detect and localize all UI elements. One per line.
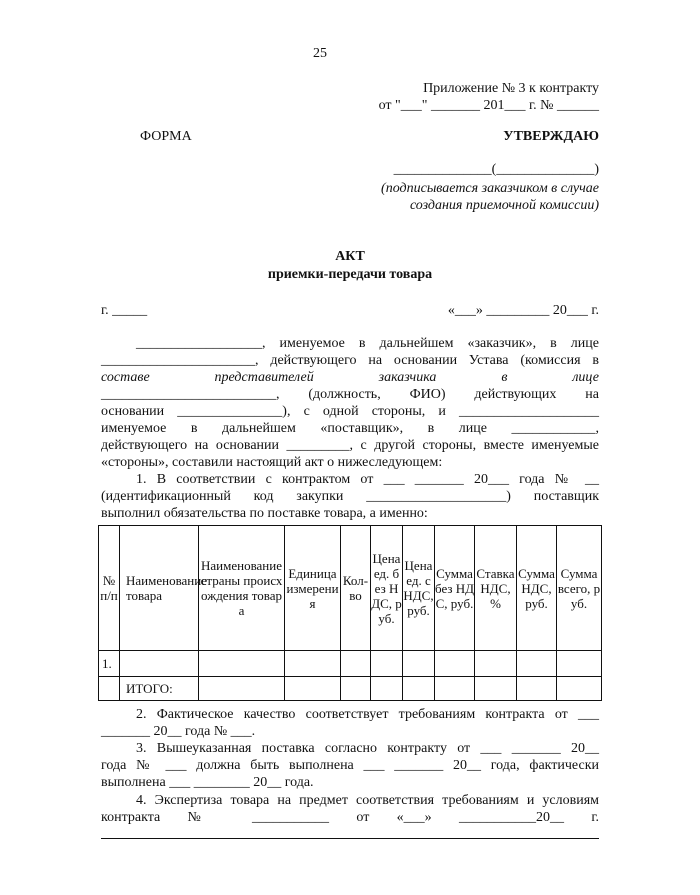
header-cell-product-name: Наименование товара: [120, 526, 199, 651]
annex-line-1: Приложение № 3 к контракту: [423, 81, 599, 96]
act-date-field: «___» _________ 20___ г.: [447, 303, 599, 318]
approve-note-line-1: (подписывается заказчиком в случае: [381, 181, 599, 196]
clause-1-line-3: выполнил обязательства по поставке товара, а именно:: [101, 506, 428, 521]
table-header-row: [99, 526, 602, 651]
header-cell-vat-sum: Сумма НДС, руб.: [517, 526, 557, 651]
annex-line-2: от "___" _______ 201___ г. № ______: [378, 98, 599, 113]
clause-3-line-2: года № ___ должна быть выполнена ___ _______ 20__ года, фактически: [101, 758, 599, 773]
header-cell-unit-price-no-vat: Цена ед. без НДС, руб.: [371, 526, 403, 651]
header-cell-vat-rate: Ставка НДС, %: [475, 526, 517, 651]
table-total-row: [99, 677, 602, 701]
clause-3-line-3: выполнена ___ ________ 20__ года.: [101, 775, 314, 790]
header-cell-total-sum: Сумма всего, руб.: [557, 526, 602, 651]
clause-3-line-1: 3. Вышеуказанная поставка согласно контракту от ___ _______ 20__: [136, 741, 599, 756]
clause-2-line-2: _______ 20__ года № ___.: [101, 724, 256, 739]
act-subtitle: приемки-передачи товара: [267, 267, 433, 282]
goods-table: [98, 525, 602, 701]
clause-1-line-1: 1. В соответствии с контрактом от ___ _______ 20___ года № __: [136, 472, 599, 487]
intro-line-6: именуемое в дальнейшем «поставщик», в лице ____________,: [101, 421, 599, 436]
intro-line-8: «стороны», составили настоящий акт о нижеследующем:: [101, 455, 443, 470]
header-cell-unit-price-vat: Цена ед. с НДС, руб.: [403, 526, 435, 651]
intro-line-7: действующего на основании _________, с другой стороны, вместе именуемые: [101, 438, 599, 453]
intro-line-2: ______________________, действующего на основании Устава (комиссия в: [101, 353, 599, 368]
row-number-cell: 1.: [99, 651, 120, 677]
approve-title: УТВЕРЖДАЮ: [503, 129, 599, 144]
header-cell-number: № п/п: [99, 526, 120, 651]
approve-sign-line: ______________(______________): [393, 162, 599, 177]
clause-2-line-1: 2. Фактическое качество соответствует требованиям контракта от ___: [136, 707, 599, 722]
clause-4-line-2: контракта № ___________ от «___» ___________20__ г.: [101, 810, 599, 825]
table-row: [99, 651, 602, 677]
header-cell-origin-country: Наименование страны происхождения товара: [199, 526, 285, 651]
intro-line-3: составе представителей заказчика в лице: [101, 370, 599, 385]
bottom-rule-line: [101, 838, 599, 839]
approve-note-line-2: создания приемочной комиссии): [409, 198, 599, 213]
intro-line-1: __________________, именуемое в дальнейшем «заказчик», в лице: [136, 336, 599, 351]
act-title: АКТ: [335, 249, 365, 264]
form-label: ФОРМА: [140, 129, 192, 144]
total-label: ИТОГО:: [120, 677, 199, 701]
header-cell-quantity: Кол-во: [341, 526, 371, 651]
clause-4-line-1: 4. Экспертиза товара на предмет соответствия требованиям и условиям: [136, 793, 599, 808]
header-cell-sum-no-vat: Сумма без НДС, руб.: [435, 526, 475, 651]
clause-1-line-2: (идентификационный код закупки ____________________) поставщик: [101, 489, 599, 504]
header-cell-unit: Единица измерения: [285, 526, 341, 651]
intro-line-4: _________________________, (должность, ФИО) действующих на: [101, 387, 599, 402]
city-field: г. _____: [101, 303, 148, 318]
intro-line-5: основании _______________), с одной стороны, и ____________________: [101, 404, 599, 419]
page-number: 25: [313, 46, 327, 61]
